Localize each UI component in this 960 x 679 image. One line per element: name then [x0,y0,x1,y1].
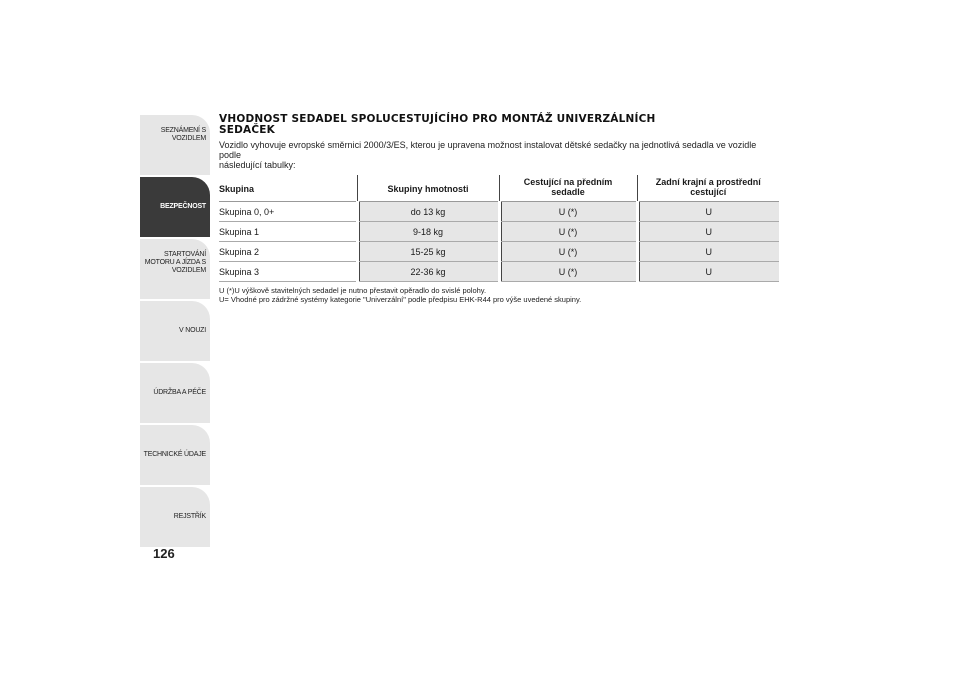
tab-label-line: MOTORU A JÍZDA S [144,259,206,266]
header-front-line: Cestující na předním [523,177,613,187]
tab-label-line: TECHNICKÉ ÚDAJE [143,451,206,458]
tab-label-line: VOZIDLEM [171,267,206,274]
header-rear-line: Zadní krajní a prostřední [655,177,761,187]
note-universal-category: U= Vhodné pro zádržné systémy kategorie "Univerzální" podle předpisu EHK-R44 pro výše uvedené skupiny. [219,295,582,304]
tab-startovani-motoru[interactable] [140,239,210,299]
header-weight [357,175,499,202]
cell-rear: U [637,262,779,282]
tab-label-line: VOZIDLEM [171,135,206,142]
table-row [219,222,779,242]
tab-label-line: REJSTŘÍK [173,513,206,520]
section-title [219,114,779,136]
cell-front: U (*) [499,222,637,242]
cell-front: U (*) [499,202,637,222]
cell-front: U (*) [499,242,637,262]
header-front-line: sedadle [551,187,585,197]
cell-weight: 15-25 kg [357,242,499,262]
intro-line: následující tabulky: [219,160,296,170]
cell-group: Skupina 1 [219,222,357,242]
header-weight-label: Skupiny hmotnosti [387,184,469,194]
tab-bezpecnost[interactable] [140,177,210,237]
seat-suitability-table [219,175,779,282]
header-rear-line: cestující [690,187,727,197]
table-header-row [219,175,779,202]
cell-group: Skupina 3 [219,262,357,282]
tab-technicke-udaje[interactable] [140,425,210,485]
cell-rear: U [637,222,779,242]
section-title-line: SEDAČEK [219,124,275,136]
tab-label-line: V NOUZI [179,327,206,334]
header-group: Skupina [219,175,357,202]
tab-v-nouzi[interactable] [140,301,210,361]
tab-seznameni-s-vozidlem[interactable] [140,115,210,175]
tab-label-line: STARTOVÁNÍ [164,251,206,258]
cell-rear: U [637,242,779,262]
intro-line: Vozidlo vyhovuje evropské směrnici 2000/3/ES, kterou je upravena možnost instalovat dětské sedačky na jednotlivá sedadla ve vozidle podle [219,140,757,160]
cell-group: Skupina 2 [219,242,357,262]
tab-rejstrik[interactable] [140,487,210,547]
tab-label-line: ÚDRŽBA A PÉČE [153,389,206,396]
cell-weight: 22-36 kg [357,262,499,282]
cell-group: Skupina 0, 0+ [219,202,357,222]
note-adjustable-seat: U (*)U výškově stavitelných sedadel je nutno přestavit opěradlo do svislé polohy. [219,286,487,295]
table-row [219,242,779,262]
main-content [219,114,779,304]
tab-udrzba-a-pece[interactable] [140,363,210,423]
header-front-passenger [499,175,637,202]
tab-label-line: SEZNÁMENÍ S [160,127,206,134]
cell-front: U (*) [499,262,637,282]
intro-paragraph [219,140,779,170]
section-title-line: VHODNOST SEDADEL SPOLUCESTUJÍCÍHO PRO MONTÁŽ UNIVERZÁLNÍCH [219,113,656,125]
table-row [219,202,779,222]
table-row [219,262,779,282]
cell-weight: do 13 kg [357,202,499,222]
header-rear-passengers [637,175,779,202]
tab-label-line: BEZPEČNOST [160,203,206,210]
table-notes [219,286,779,304]
cell-rear: U [637,202,779,222]
page-number: 126 [153,546,175,561]
cell-weight: 9-18 kg [357,222,499,242]
